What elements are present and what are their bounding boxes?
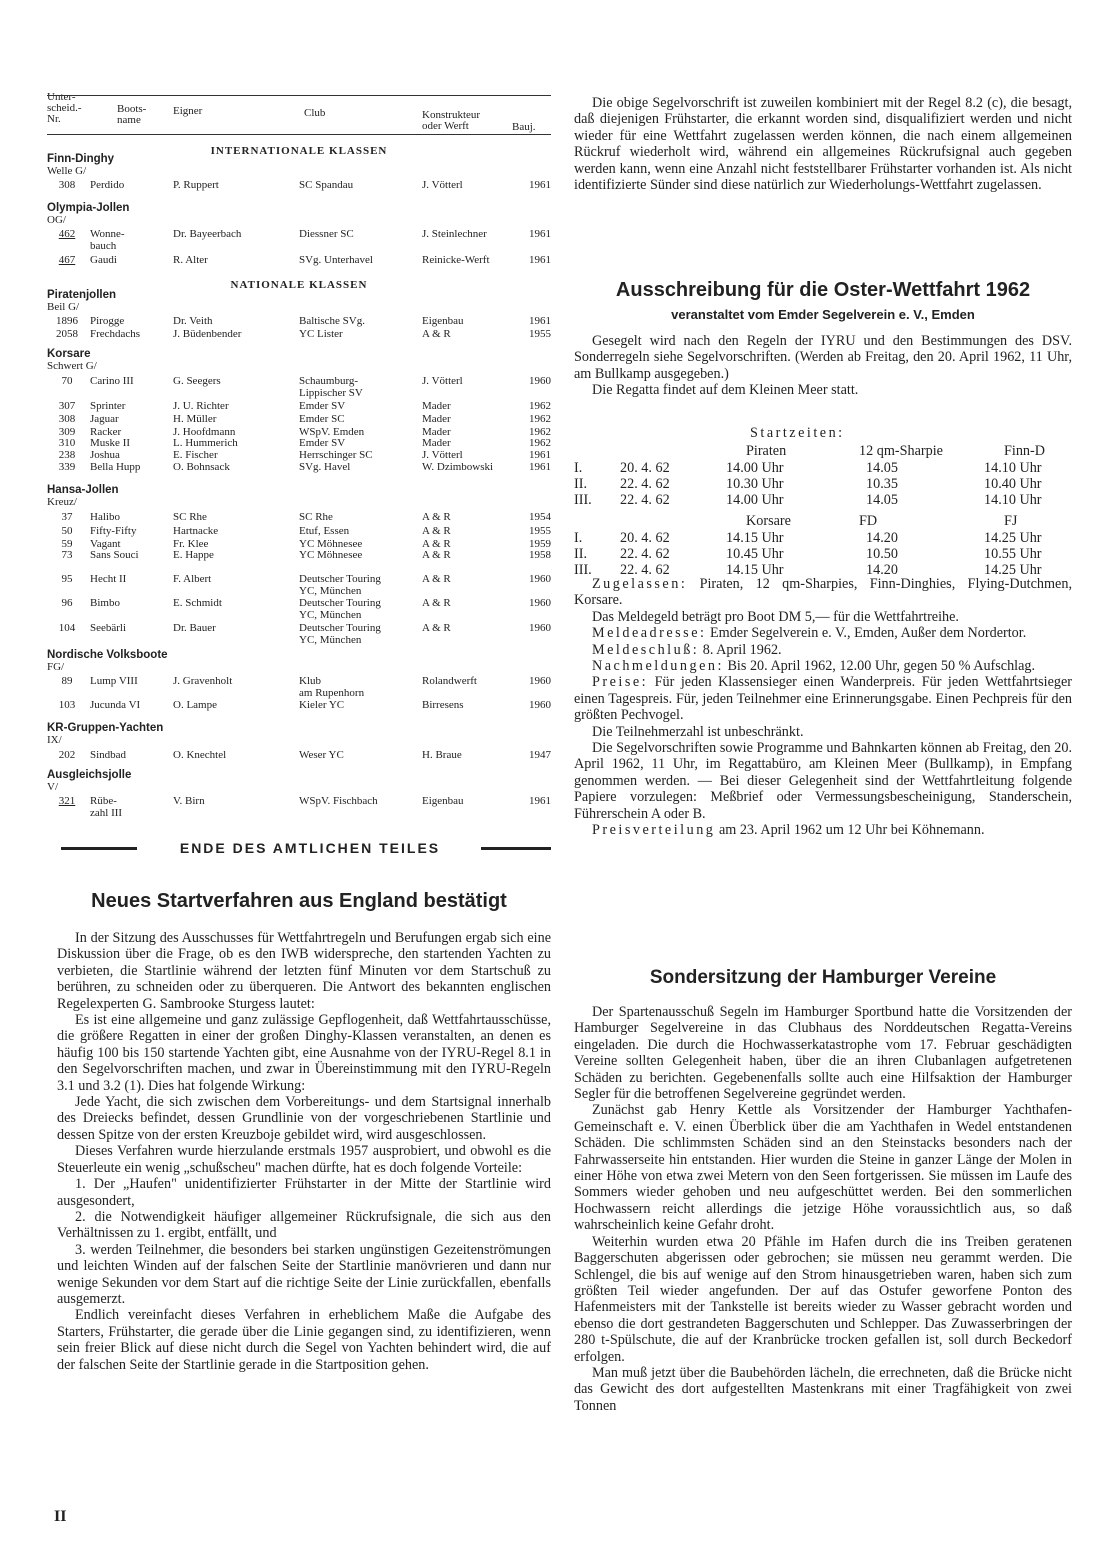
- article3-paragraph: Man muß jetzt über die Baubehörden lächeln, die errechneten, daß die Brücke nicht das Gewicht des dort aufgestellten Mastenkrans mit einer Tragfähigkeit von zwei Tonnen: [574, 1364, 1072, 1414]
- meldeschluss-text: 8. April 1962.: [699, 641, 782, 658]
- start-time: 14.00 Uhr: [726, 460, 784, 476]
- sail-number: 96: [61, 597, 73, 609]
- owner-name: J. U. Richter: [173, 400, 229, 412]
- start-time: 14.05: [866, 492, 898, 508]
- boat-name: Wonne- bauch: [90, 228, 125, 252]
- start-times-header: FD: [859, 513, 878, 529]
- zugelassen-label: Zugelassen:: [592, 576, 688, 592]
- article3-paragraph: Weiterhin wurden etwa 20 Pfähle im Hafen durch die ins Treiben geratenen Baggerschuten abgerissen oder gebrochen; sie müssen neu gerammt werden. Die Schlengel, die bis auf wenige auf den Strom hinausgetrieben waren, haben sich zum größten Teil wieder angefunden. Der auf das Ostufer geworfene Ponton des Hafenmeisters mit der Tankstelle ist bereits wieder zu Wasser gebracht worden und ebenso die dort gestrandeten Baggerschuten und Schlepper. Das Zuwasserbringen der 280 t-Spülschute, die auf der Kranbrücke trocken gefallen ist, soll durch Beckedorf erfolgen.: [574, 1233, 1072, 1365]
- sail-number: 103: [58, 699, 76, 711]
- start-time: 14.20: [866, 562, 898, 578]
- boat-name: Jucunda VI: [90, 699, 141, 711]
- build-year: 1962: [529, 437, 551, 449]
- builder-name: A & R: [422, 549, 451, 561]
- startzeiten-label: Startzeiten:: [750, 425, 845, 441]
- table-row: [47, 795, 551, 819]
- class-sail-mark: OG/: [47, 214, 66, 226]
- right-intro: [574, 95, 1072, 193]
- builder-name: Rolandwerft: [422, 675, 477, 687]
- race-number: III.: [574, 562, 592, 578]
- boat-name: Jaguar: [90, 413, 119, 425]
- owner-name: P. Ruppert: [173, 179, 219, 191]
- boat-name: Halibo: [90, 511, 120, 523]
- sail-number: 73: [61, 549, 73, 561]
- class-sail-mark: V/: [47, 781, 58, 793]
- race-number: I.: [574, 460, 583, 476]
- article3-title: Sondersitzung der Hamburger Vereine: [649, 967, 997, 988]
- sail-number: 308: [58, 413, 76, 425]
- class-name: Ausgleichsjolle: [47, 769, 132, 781]
- table-section-title: NATIONALE KLASSEN: [230, 279, 368, 291]
- owner-name: SC Rhe: [173, 511, 207, 523]
- builder-name: A & R: [422, 511, 451, 523]
- nachmeldungen-text: Bis 20. April 1962, 12.00 Uhr, gegen 50 % Aufschlag.: [723, 658, 1036, 675]
- owner-name: V. Birn: [173, 795, 205, 807]
- class-sail-mark: Beil G/: [47, 301, 80, 313]
- article2-p2: Die Regatta findet auf dem Kleinen Meer statt.: [592, 382, 859, 399]
- sail-number: 310: [58, 437, 76, 449]
- sail-number: 95: [61, 573, 73, 585]
- start-time: 14.05: [866, 460, 898, 476]
- table-row: [47, 375, 551, 399]
- sail-number: 104: [58, 622, 76, 634]
- class-sail-mark: Welle G/: [47, 165, 87, 177]
- owner-name: F. Albert: [173, 573, 212, 585]
- owner-name: Fr. Klee: [173, 538, 209, 550]
- owner-name: R. Alter: [173, 254, 208, 266]
- sail-number: 307: [58, 400, 76, 412]
- build-year: 1960: [529, 622, 551, 634]
- start-time: 10.30 Uhr: [726, 476, 784, 492]
- boat-name: Sprinter: [90, 400, 126, 412]
- table-row: [47, 597, 551, 621]
- race-date: 20. 4. 62: [620, 530, 670, 546]
- builder-name: Mader: [422, 437, 451, 449]
- builder-name: A & R: [422, 538, 451, 550]
- meldeschluss-label: Meldeschluß:: [592, 641, 700, 658]
- start-time: 10.40 Uhr: [984, 476, 1042, 492]
- builder-name: H. Braue: [422, 749, 462, 761]
- club-name: Emder SV: [299, 400, 346, 412]
- class-sail-mark: IX/: [47, 734, 62, 746]
- race-number: III.: [574, 492, 592, 508]
- start-times: [574, 425, 1072, 585]
- club-name: Deutscher Touring YC, München: [299, 622, 381, 646]
- table-row: [47, 462, 551, 476]
- build-year: 1959: [529, 538, 551, 550]
- class-name: KR-Gruppen-Yachten: [47, 722, 164, 734]
- boat-name: Rübe- zahl III: [90, 795, 123, 819]
- article1-body: [57, 930, 551, 1373]
- club-name: Deutscher Touring YC, München: [299, 573, 381, 597]
- boat-name: Vagant: [90, 538, 121, 550]
- owner-name: J. Büdenbender: [173, 328, 242, 340]
- build-year: 1954: [529, 511, 551, 523]
- preise-label: Preise:: [592, 674, 649, 691]
- table-row: [47, 573, 551, 597]
- race-number: II.: [574, 546, 587, 562]
- build-year: 1955: [529, 525, 551, 537]
- start-times-header: 12 qm-Sharpie: [859, 443, 943, 459]
- start-time: 14.25 Uhr: [984, 530, 1042, 546]
- start-times-header: FJ: [1004, 513, 1018, 529]
- article3-paragraph: Zunächst gab Henry Kettle als Vorsitzender der Hamburger Yachthafen-Gemeinschaft e. V. einen Überblick über die am Yachthafen in Wedel entstandenen Schäden. Die schlimmsten Schäden sind an den Steinstacks besonders nach der Fahrwasserseite hin entstanden. Hier wurden die Steine in ganzer Länge der Molen in einer Höhe von etwa zwei Metern von den Seen fortgerissen. Sie müssen im Laufe des Sommers wieder gehoben und neu aufgeschüttet werden. Bei den sommerlichen Hochwassern reicht allerdings die jetzige Höhe voraussichtlich aus, so daß wahrscheinlich keine Gefahr droht.: [574, 1102, 1072, 1234]
- build-year: 1958: [529, 549, 551, 561]
- sail-number: 50: [61, 525, 73, 537]
- sail-number: 462: [58, 228, 76, 240]
- club-name: Kieler YC: [299, 699, 345, 711]
- builder-name: J. Steinlechner: [422, 228, 487, 240]
- build-year: 1960: [529, 675, 551, 687]
- builder-name: A & R: [422, 525, 451, 537]
- article1-paragraph: Endlich vereinfacht dieses Verfahren in erheblichem Maße die Aufgabe des Starters, Frühstarter, die gerade über die Linie gegangen sind, zu identifizieren, wenn sein freier Blick auf diese nicht durch die Segel von Yachten behindert wird, die auf der falschen Seite der Startlinie gerade in die Startposition gehen.: [57, 1307, 551, 1373]
- teilnehmer-paragraph: Die Teilnehmerzahl ist unbeschränkt.: [592, 723, 804, 740]
- build-year: 1961: [529, 254, 551, 266]
- owner-name: L. Hummerich: [173, 437, 238, 449]
- build-year: 1961: [529, 461, 551, 473]
- article2-title: Ausschreibung für die Oster-Wettfahrt 1962: [615, 279, 1031, 301]
- class-sail-mark: Kreuz/: [47, 496, 77, 508]
- class-name: Finn-Dinghy: [47, 153, 115, 165]
- sail-number: 2058: [56, 328, 78, 340]
- start-times-header: Korsare: [746, 513, 791, 529]
- club-name: Etuf, Essen: [299, 525, 350, 537]
- race-date: 20. 4. 62: [620, 460, 670, 476]
- build-year: 1961: [529, 228, 551, 240]
- start-time: 14.15 Uhr: [726, 562, 784, 578]
- table-row: [47, 750, 551, 764]
- start-time: 14.25 Uhr: [984, 562, 1042, 578]
- article1-paragraph: Jede Yacht, die sich zwischen dem Vorbereitungs- und dem Startsignal innerhalb des Dreiecks befindet, dessen Grundlinie von der vorgeschriebenen Startlinie und dessen Spitze von der ersten Kreuzboje gebildet wird, wird ausgeschlossen.: [57, 1094, 551, 1143]
- table-row: [47, 228, 551, 252]
- table-row: [47, 700, 551, 714]
- article2-p1: Gesegelt wird nach den Regeln der IYRU und den Bestimmungen des DSV. Sonderregeln siehe Segelvorschriften. (Werden ab Freitag, den 20. April 1962, 11 Uhr, am Bullkamp ausgegeben.): [574, 333, 1072, 382]
- zugelassen-paragraph: [574, 576, 1072, 609]
- owner-name: E. Happe: [173, 549, 214, 561]
- article1-title: Neues Startverfahren aus England bestätigt: [91, 890, 507, 912]
- sail-number: 202: [58, 749, 76, 761]
- owner-name: J. Gravenholt: [173, 675, 233, 687]
- race-date: 22. 4. 62: [620, 562, 670, 578]
- build-year: 1962: [529, 400, 551, 412]
- table-header-rule: [47, 134, 551, 135]
- start-time: 10.35: [866, 476, 898, 492]
- owner-name: O. Lampe: [173, 699, 217, 711]
- page-number: II: [54, 1508, 67, 1525]
- builder-name: A & R: [422, 622, 451, 634]
- club-name: WSpV. Emden: [299, 426, 365, 438]
- intro-paragraph: Die obige Segelvorschrift ist zuweilen kombiniert mit der Regel 8.2 (c), die besagt, daß diejenigen Frühstarter, die erkannt worden sind, disqualifiziert werden und nicht wieder für eine Wettfahrt zugelassen werden können, die nach einem allgemeinen Rückruf wiederholt wird, während ein allgemeines Rückrufsignal auch gegeben werden kann, wenn eine Anzahl nicht feststellbarer Frühstarter vorhanden ist. Als nicht identifizierte Sünder sind diese natürlich zur Wiederholungs-Wettfahrt zugelassen.: [574, 95, 1072, 194]
- nachmeldungen-label: Nachmeldungen:: [592, 658, 724, 675]
- article1-paragraph: 2. die Notwendigkeit häufiger allgemeiner Rückrufsignale, die sich aus den Verhältnissen zu 1. ergibt, entfällt, und: [57, 1208, 551, 1242]
- nachmeldungen-paragraph: [574, 658, 1072, 674]
- club-name: YC Lister: [299, 328, 343, 340]
- class-name: Olympia-Jollen: [47, 202, 130, 214]
- build-year: 1955: [529, 328, 551, 340]
- build-year: 1961: [529, 449, 551, 461]
- owner-name: E. Fischer: [173, 449, 218, 461]
- builder-name: Eigenbau: [422, 315, 464, 327]
- club-name: WSpV. Fischbach: [299, 795, 378, 807]
- preisverteilung-label: Preisverteilung: [592, 822, 716, 839]
- class-name: Korsare: [47, 348, 91, 360]
- owner-name: Dr. Bauer: [173, 622, 216, 634]
- sail-number: 89: [61, 675, 73, 687]
- article1-paragraph: In der Sitzung des Ausschusses für Wettfahrtregeln und Berufungen ergab sich eine Diskussion über die Frage, ob es den IWB widerspreche, den startenden Yachten zu verbieten, die Startlinie während der letzten fünf Minuten vor dem Startschuß zu berühren, zu schneiden oder zu überqueren. Die Antwort des bekannten englischen Regelexperten G. Sambrooke Sturgess lautet:: [57, 930, 551, 1012]
- sail-number: 59: [61, 538, 73, 550]
- table-row: [47, 329, 551, 343]
- build-year: 1962: [529, 413, 551, 425]
- owner-name: O. Bohnsack: [173, 461, 230, 473]
- club-name: Emder SV: [299, 437, 346, 449]
- build-year: 1961: [529, 315, 551, 327]
- builder-name: Birresens: [422, 699, 464, 711]
- club-name: Klub am Rupenhorn: [299, 675, 365, 699]
- build-year: 1962: [529, 426, 551, 438]
- club-name: Schaumburg- Lippischer SV: [299, 375, 363, 399]
- builder-name: A & R: [422, 573, 451, 585]
- preise-paragraph: [574, 674, 1072, 723]
- sail-number: 37: [61, 511, 73, 523]
- build-year: 1947: [529, 749, 551, 761]
- boat-name: Carino III: [90, 375, 134, 387]
- start-time: 14.10 Uhr: [984, 460, 1042, 476]
- builder-name: J. Vötterl: [422, 375, 463, 387]
- header-eigner: Eigner: [173, 105, 203, 117]
- article2-details: [574, 576, 1072, 839]
- builder-name: J. Vötterl: [422, 179, 463, 191]
- preisverteilung-paragraph: [574, 822, 1072, 838]
- table-row: [47, 675, 551, 699]
- preisverteilung-text: am 23. April 1962 um 12 Uhr bei Köhnemann.: [715, 822, 985, 839]
- class-sail-mark: FG/: [47, 661, 65, 673]
- race-number: I.: [574, 530, 583, 546]
- header-club: Club: [304, 107, 326, 119]
- meldeschluss-paragraph: [574, 642, 1072, 658]
- header-bootsname: Boots- name: [117, 103, 147, 126]
- race-number: II.: [574, 476, 587, 492]
- race-date: 22. 4. 62: [620, 492, 670, 508]
- header-baujahr: Bauj.: [512, 121, 536, 133]
- builder-name: Mader: [422, 400, 451, 412]
- boat-name: Gaudi: [90, 254, 117, 266]
- builder-name: Mader: [422, 413, 451, 425]
- club-name: Deutscher Touring YC, München: [299, 597, 381, 621]
- boat-name: Hecht II: [90, 573, 127, 585]
- owner-name: E. Schmidt: [173, 597, 222, 609]
- boat-name: Racker: [90, 426, 122, 438]
- race-date: 22. 4. 62: [620, 546, 670, 562]
- race-date: 22. 4. 62: [620, 476, 670, 492]
- meldeadresse-label: Meldeadresse:: [592, 625, 707, 642]
- article2-subtitle: veranstaltet vom Emder Segelverein e. V., Emden: [671, 307, 975, 322]
- builder-name: A & R: [422, 597, 451, 609]
- owner-name: H. Müller: [173, 413, 217, 425]
- header-unterscheid: Unter- scheid.- Nr.: [47, 91, 82, 125]
- build-year: 1961: [529, 795, 551, 807]
- club-name: SVg. Havel: [299, 461, 351, 473]
- boat-name: Bimbo: [90, 597, 120, 609]
- start-time: 14.15 Uhr: [726, 530, 784, 546]
- boat-name: Pirogge: [90, 315, 125, 327]
- owner-name: Dr. Veith: [173, 315, 213, 327]
- start-time: 10.45 Uhr: [726, 546, 784, 562]
- article1-paragraph: Es ist eine allgemeine und ganz zulässige Gepflogenheit, daß Wettfahrtausschüsse, die größere Regatten in einer der großen Dinghy-Klassen veranstalten, an denen es häufig 100 bis 150 startende Yachten gibt, eine Ausnahme von der IYRU-Regel 8.1 in den Segelvorschriften machen, und zwar in Übereinstimmung mit den IYRU-Regeln 3.1 und 3.2 (1). Dies hat folgende Wirkung:: [57, 1012, 551, 1094]
- banner-line-left: [61, 847, 137, 850]
- boat-name: Sindbad: [90, 749, 127, 761]
- sail-number: 1896: [56, 315, 78, 327]
- club-name: SC Rhe: [299, 511, 333, 523]
- boat-name: Sans Souci: [90, 549, 139, 561]
- builder-name: A & R: [422, 328, 451, 340]
- owner-name: G. Seegers: [173, 375, 221, 387]
- build-year: 1960: [529, 375, 551, 387]
- meldegeld-paragraph: Das Meldegeld beträgt pro Boot DM 5,— für die Wettfahrtreihe.: [592, 608, 959, 625]
- start-times-header: Finn-D: [1004, 443, 1045, 459]
- class-name: Nordische Volksboote: [47, 649, 168, 661]
- start-time: 10.50: [866, 546, 898, 562]
- builder-name: J. Vötterl: [422, 449, 463, 461]
- owner-name: J. Hoofdmann: [173, 426, 236, 438]
- build-year: 1961: [529, 179, 551, 191]
- table-section-title: INTERNATIONALE KLASSEN: [210, 145, 388, 157]
- builder-name: Eigenbau: [422, 795, 464, 807]
- article1-paragraph: 3. werden Teilnehmer, die besonders bei starken ungünstigen Gezeitenströmungen und leichten Winden auf der falschen Seite der Startlinie manövrieren und dann nur wenige Sekunden vor dem Start auf die richtige Seite der Linie zurückfallen, ebenfalls ausgemerzt.: [57, 1241, 551, 1307]
- sail-number: 309: [58, 426, 76, 438]
- meldeadresse-text: Emder Segelverein e. V., Emden, Außer dem Nordertor.: [706, 625, 1027, 642]
- header-konstrukteur: Konstrukteur oder Werft: [422, 109, 481, 132]
- sail-number: 339: [58, 461, 76, 473]
- sail-number: 70: [61, 375, 73, 387]
- table-top-rule: [47, 95, 551, 96]
- sail-number: 238: [58, 449, 76, 461]
- preise-text: Für jeden Klassensieger einen Wanderpreis. Für jeden Wettfahrtsieger einen Tagespreis. Für, jeden Teilnehmer eine Erinnerungsgabe. Einen Pechpreis für den größten Pechvogel.: [574, 674, 1072, 724]
- club-name: Emder SC: [299, 413, 345, 425]
- start-time: 14.20: [866, 530, 898, 546]
- build-year: 1960: [529, 597, 551, 609]
- builder-name: Mader: [422, 426, 451, 438]
- club-name: SVg. Unterhavel: [299, 254, 373, 266]
- start-time: 14.00 Uhr: [726, 492, 784, 508]
- builder-name: Reinicke-Werft: [422, 254, 490, 266]
- boat-name: Bella Hupp: [90, 461, 141, 473]
- table-row: [47, 622, 551, 646]
- club-name: YC Möhnesee: [299, 549, 363, 561]
- club-name: Diessner SC: [299, 228, 354, 240]
- class-name: Piratenjollen: [47, 289, 117, 301]
- sail-number: 467: [58, 254, 76, 266]
- boat-name: Seebärli: [90, 622, 127, 634]
- sail-number: 308: [58, 179, 76, 191]
- banner-text: ENDE DES AMTLICHEN TEILES: [179, 840, 441, 856]
- article3-paragraph: Der Spartenausschuß Segeln im Hamburger Sportbund hatte die Vorsitzenden der Hamburger Segelvereine in das Clubhaus des Norddeutschen Regatta-Vereins eingeladen. Die durch die Hochwasserkatastrophe vom 17. Februar geschädigten Vereine sollten Gelegenheit haben, über die an ihren Clubanlagen aufgetretenen Schäden zu berichten. Gegebenenfalls sollte auch eine Hilfsaktion der Hamburger Segler für die betroffenen Segelvereine gegründet werden.: [574, 1004, 1072, 1103]
- class-name: Hansa-Jollen: [47, 484, 119, 496]
- article3-body: [574, 1004, 1072, 1414]
- banner-line-right: [481, 847, 551, 850]
- table-row: [47, 550, 551, 564]
- zugelassen-text: Piraten, 12 qm-Sharpies, Finn-Dinghies, Flying-Dutchmen, Korsare.: [574, 576, 1072, 609]
- meldeadresse-paragraph: [574, 625, 1072, 641]
- owner-name: O. Knechtel: [173, 749, 227, 761]
- start-times-header: Piraten: [746, 443, 787, 459]
- build-year: 1960: [529, 573, 551, 585]
- table-row: [47, 255, 551, 269]
- club-name: Baltische SVg.: [299, 315, 365, 327]
- boat-name: Joshua: [90, 449, 120, 461]
- boat-name: Fifty-Fifty: [90, 525, 137, 537]
- article2-intro: [574, 333, 1072, 399]
- club-name: YC Möhnesee: [299, 538, 363, 550]
- owner-name: Dr. Bayeerbach: [173, 228, 242, 240]
- owner-name: Hartnacke: [173, 525, 219, 537]
- start-time: 10.55 Uhr: [984, 546, 1042, 562]
- boat-name: Frechdachs: [90, 328, 141, 340]
- article1-paragraph: 1. Der „Haufen" unidentifizierter Frühstarter in der Mitte der Startlinie wird ausgesondert,: [57, 1176, 551, 1209]
- club-name: Weser YC: [299, 749, 344, 761]
- builder-name: W. Dzimbowski: [422, 461, 494, 473]
- start-time: 14.10 Uhr: [984, 492, 1042, 508]
- boat-name: Muske II: [90, 437, 131, 449]
- segelvorschriften-paragraph: Die Segelvorschriften sowie Programme und Bahnkarten können ab Freitag, den 20. April 1962, 11 Uhr, im Regattabüro, am Kleinen Meer (Bullkamp), in Empfang genommen werden. — Bei dieser Gelegenheit sind der Wettfahrtleitung folgende Papiere vorzulegen: Meßbrief oder Vermessungsbescheinigung, Standerschein, Führerschein A oder B.: [574, 740, 1072, 822]
- table-row: [47, 512, 551, 526]
- table-row: [47, 180, 551, 194]
- end-official-banner: [47, 840, 551, 858]
- sail-number: 321: [58, 795, 76, 807]
- article1-paragraph: Dieses Verfahren wurde hierzulande erstmals 1957 ausprobiert, und obwohl es die Steuerleute ein wenig „schußscheu" machen dürfte, hat es doch folgende Vorteile:: [57, 1143, 551, 1176]
- boat-name: Lump VIII: [90, 675, 138, 687]
- boat-name: Perdido: [90, 179, 125, 191]
- build-year: 1960: [529, 699, 551, 711]
- club-name: Herrschinger SC: [299, 449, 373, 461]
- club-name: SC Spandau: [299, 179, 354, 191]
- class-sail-mark: Schwert G/: [47, 360, 97, 372]
